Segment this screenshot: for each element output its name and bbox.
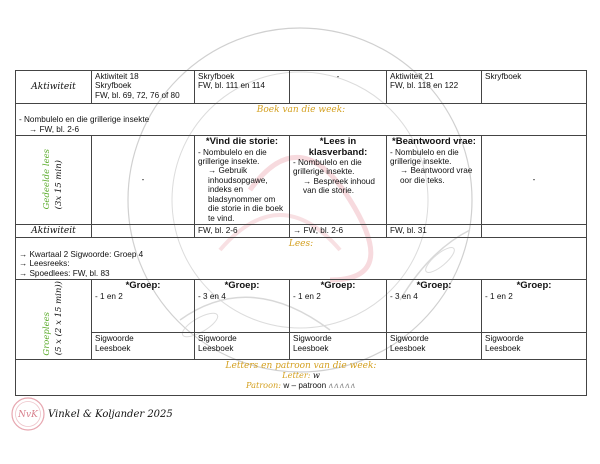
letter-value: w xyxy=(312,370,320,381)
book-type: Sigwoorde xyxy=(390,334,429,344)
book-type: Leesboek xyxy=(95,343,131,353)
group-reading-label xyxy=(16,280,92,360)
group-heading: *Groep: xyxy=(125,280,161,292)
group-value: - 1 en 2 xyxy=(95,292,123,302)
cell-text: Skryfboek xyxy=(198,72,235,81)
shared-reading-day-5: - xyxy=(482,136,587,225)
activity-row-2 xyxy=(16,225,587,238)
shared-reading-day-2 xyxy=(195,136,290,225)
cell-day-2: FW, bl. 2-6 xyxy=(195,225,290,238)
row-label-aktiwiteit: Aktiwiteit xyxy=(16,71,92,104)
task-heading: *Vind die storie: xyxy=(205,136,279,148)
task-line: → Beantwoord vrae oor die teks. xyxy=(400,166,473,185)
group-cell xyxy=(482,280,587,333)
cell-day-5: Skryfboek xyxy=(482,71,587,104)
reading-item: → Leesreeks: xyxy=(19,259,70,269)
cell-text: Skryfboek xyxy=(95,81,132,91)
task-heading: *Lees in klasverband: xyxy=(308,136,368,158)
group-reading-duration: (5 x (2 x 15 min)) xyxy=(53,281,64,356)
reading-item: → Kwartaal 2 Sigwoorde: Groep 4 xyxy=(19,249,144,259)
group-value: - 1 en 2 xyxy=(293,292,321,302)
letter-line xyxy=(19,371,583,380)
task-line: → Bespreek inhoud van die storie. xyxy=(303,176,375,196)
cell-day-1 xyxy=(92,225,195,238)
group-heading: *Groep: xyxy=(224,280,260,292)
cell-day-4: FW, bl. 31 xyxy=(387,225,482,238)
group-reading-title: Groeplees xyxy=(41,312,52,356)
svg-text:NvK: NvK xyxy=(18,410,38,420)
cell-day-1 xyxy=(92,71,195,104)
letters-heading: Letters en patroon van die week: xyxy=(225,361,377,372)
group-books-cell xyxy=(482,333,587,360)
group-cell xyxy=(387,280,482,333)
shared-reading-title: Gedeelde lees xyxy=(41,148,52,210)
activity-row-1 xyxy=(16,71,587,104)
task-heading: *Beantwoord vrae: xyxy=(392,136,476,148)
group-cell xyxy=(92,280,195,333)
cell-day-4 xyxy=(387,71,482,104)
shared-reading-row xyxy=(16,136,587,225)
book-type: Sigwoorde xyxy=(485,334,524,344)
shared-reading-day-3 xyxy=(290,136,387,225)
group-books-row xyxy=(16,333,587,360)
book-item: - Nombulelo en die grillerige insekte xyxy=(19,115,150,125)
group-heading: *Groep: xyxy=(516,280,552,292)
cell-text: FW, bl. 69, 72, 76 of 80 xyxy=(95,90,180,100)
shared-reading-duration: (3x 15 min) xyxy=(53,159,64,210)
book-of-week-cell xyxy=(16,104,587,136)
row-label-aktiwiteit: Aktiwiteit xyxy=(16,225,92,238)
reading-cell xyxy=(16,238,587,280)
group-reading-row xyxy=(16,280,587,333)
cell-day-5 xyxy=(482,225,587,238)
group-books-cell xyxy=(92,333,195,360)
pattern-value: w – patroon xyxy=(283,380,327,390)
shared-reading-day-1: - xyxy=(92,136,195,225)
book-of-week-heading: Boek van die week: xyxy=(256,105,346,115)
group-value: - 3 en 4 xyxy=(390,292,418,302)
reading-item: → Spoedlees: FW, bl. 83 xyxy=(19,268,110,278)
reading-row xyxy=(16,238,587,280)
group-value: - 1 en 2 xyxy=(485,292,513,302)
letters-row xyxy=(16,360,587,396)
letters-cell xyxy=(16,360,587,396)
pattern-line xyxy=(19,381,583,390)
group-books-cell xyxy=(290,333,387,360)
book-type: Sigwoorde xyxy=(293,334,332,344)
letter-label: Letter: xyxy=(282,370,311,381)
book-type: Sigwoorde xyxy=(95,334,134,344)
footer-logo xyxy=(10,396,46,437)
group-books-cell xyxy=(195,333,290,360)
cell-day-3: - xyxy=(290,71,387,104)
reading-heading: Lees: xyxy=(288,239,314,250)
cell-day-2 xyxy=(195,71,290,104)
cell-day-3: → FW, bl. 2-6 xyxy=(290,225,387,238)
book-of-week-row xyxy=(16,104,587,136)
task-line: - Nombulelo en die grillerige insekte. xyxy=(390,147,459,167)
group-heading: *Groep: xyxy=(320,280,356,292)
group-cell xyxy=(195,280,290,333)
book-type: Leesboek xyxy=(293,343,329,353)
cell-text: FW, bl. 111 en 114 xyxy=(198,81,265,91)
pattern-sample: ʌʌʌʌʌ xyxy=(328,380,357,390)
group-value: - 3 en 4 xyxy=(198,292,226,302)
group-books-cell xyxy=(387,333,482,360)
book-type: Leesboek xyxy=(390,343,426,353)
pattern-label: Patroon: xyxy=(245,379,282,390)
book-type: Leesboek xyxy=(485,343,521,353)
group-heading: *Groep: xyxy=(416,280,452,292)
book-type: Sigwoorde xyxy=(198,334,237,344)
cell-text: Aktiwiteit 18 xyxy=(95,72,139,81)
nvk-logo-icon xyxy=(10,396,46,432)
week-plan-table xyxy=(15,70,587,396)
cell-text: FW, bl. 118 en 122 xyxy=(390,81,459,91)
footer-credit: Vinkel & Koljander 2025 xyxy=(48,409,173,420)
cell-text: Aktiwiteit 21 xyxy=(390,72,434,81)
group-cell xyxy=(290,280,387,333)
shared-reading-label xyxy=(16,136,92,225)
book-type: Leesboek xyxy=(198,343,234,353)
task-line: - Nombulelo en die grillerige insekte. xyxy=(198,147,267,167)
book-item: → FW, bl. 2-6 xyxy=(29,124,80,134)
task-line: → Gebruik inhoudsopgawe, indeks en bladsynommer om die storie in die boek te vind. xyxy=(208,166,284,223)
task-line: - Nombulelo en die grillerige insekte. xyxy=(293,158,362,177)
shared-reading-day-4 xyxy=(387,136,482,225)
